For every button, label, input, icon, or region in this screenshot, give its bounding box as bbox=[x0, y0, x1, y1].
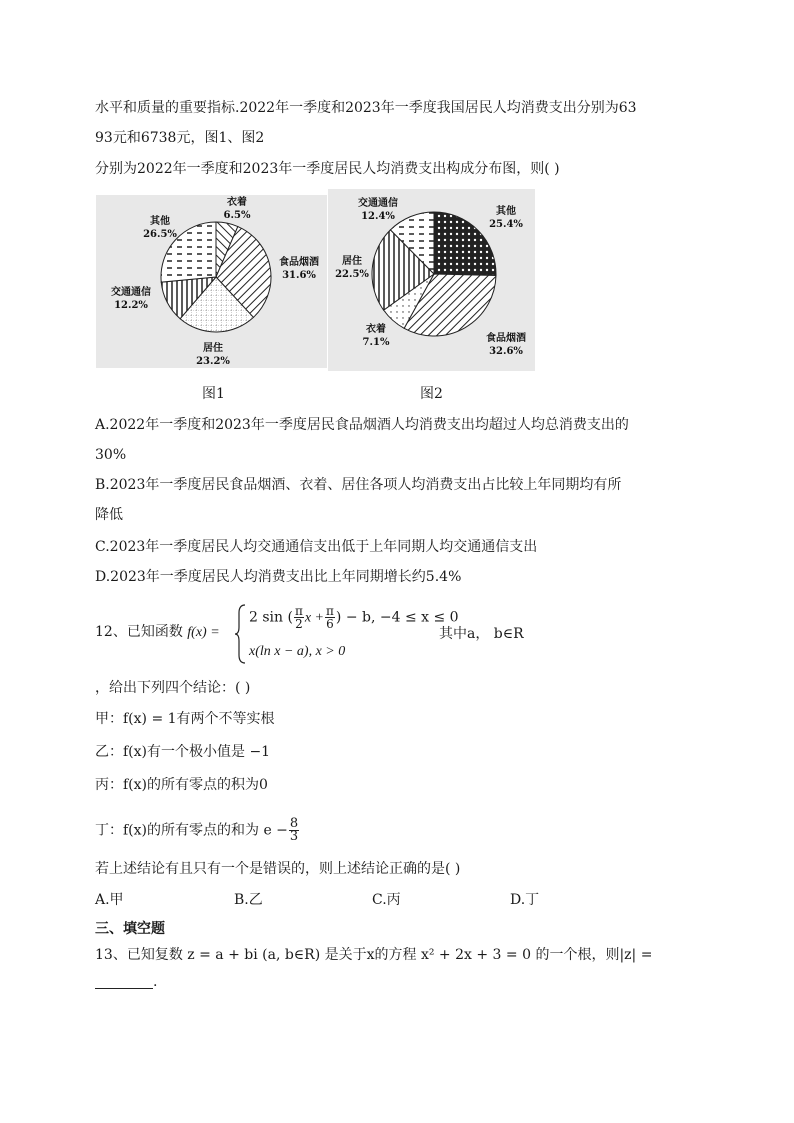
intro-line-3: 分别为2022年一季度和2023年一季度居民人均消费支出构成分布图，则( ) bbox=[95, 161, 560, 177]
pie-label-食品烟酒: 食品烟酒 bbox=[279, 257, 319, 268]
q11-option-c: C.2023年一季度居民人均交通通信支出低于上年同期人均交通通信支出 bbox=[95, 539, 538, 555]
frac-num: π bbox=[326, 604, 334, 618]
pie-value-居住: 22.5% bbox=[335, 269, 369, 280]
pie-value-其他: 26.5% bbox=[143, 229, 177, 240]
pie-value-食品烟酒: 31.6% bbox=[282, 270, 316, 281]
q12-question: 若上述结论有且只有一个是错误的，则上述结论正确的是( ) bbox=[95, 861, 461, 877]
q11-option-a-line1: A.2022年一季度和2023年一季度居民食品烟酒人均消费支出均超过人均总消费支出的 bbox=[95, 417, 629, 433]
q12-statement-jia: 甲：f(x) = 1有两个不等实根 bbox=[95, 711, 275, 727]
pie-value-衣着: 6.5% bbox=[223, 210, 251, 221]
q12-option-c: C.丙 bbox=[372, 892, 401, 908]
q13-period: . bbox=[153, 974, 158, 990]
piecewise-case-1 bbox=[249, 605, 459, 630]
q11-option-a-line2: 30% bbox=[95, 447, 127, 463]
pie-chart-1 bbox=[96, 195, 327, 368]
pie-value-交通通信: 12.2% bbox=[114, 300, 148, 311]
q11-option-b-line2: 降低 bbox=[95, 507, 123, 523]
ding-text: 丁：f(x)的所有零点的和为 e − bbox=[95, 822, 288, 839]
figure-1-panel bbox=[96, 195, 327, 368]
frac-num: 8 bbox=[289, 816, 299, 831]
case1-x: x + bbox=[304, 610, 325, 626]
pie-chart-2 bbox=[328, 189, 535, 371]
q12-fx: f(x) = bbox=[187, 625, 220, 640]
q12-stem bbox=[95, 623, 220, 642]
q12-statement-yi: 乙：f(x)有一个极小值是 −1 bbox=[95, 744, 271, 760]
intro-line-1: 水平和质量的重要指标.2022年一季度和2023年一季度我国居民人均消费支出分别为63 bbox=[95, 100, 637, 116]
q12-option-b: B.乙 bbox=[234, 892, 263, 908]
frac-8-3 bbox=[289, 818, 299, 843]
pie-1-slices bbox=[161, 222, 271, 332]
intro-line-2: 93元和6738元，图1、图2 bbox=[95, 130, 265, 146]
pie-label-衣着: 衣着 bbox=[227, 197, 247, 208]
pie-value-衣着: 7.1% bbox=[362, 337, 390, 348]
frac-den: 6 bbox=[326, 617, 334, 631]
frac-den: 3 bbox=[289, 829, 299, 844]
pie-value-其他: 25.4% bbox=[489, 219, 523, 230]
frac-num: π bbox=[294, 604, 303, 618]
figure-2-panel bbox=[328, 189, 535, 371]
figure-1-caption: 图1 bbox=[202, 386, 225, 402]
piecewise-case-2: x(ln x − a), x > 0 bbox=[249, 644, 346, 659]
pie-value-食品烟酒: 32.6% bbox=[489, 346, 523, 357]
pie-2-slices bbox=[372, 212, 496, 336]
pie-value-交通通信: 12.4% bbox=[361, 211, 395, 222]
q11-option-b-line1: B.2023年一季度居民食品烟酒、衣着、居住各项人均消费支出占比较上年同期均有所 bbox=[95, 477, 622, 493]
pie-slice-其他 bbox=[434, 212, 496, 276]
q12-statement-bing: 丙：f(x)的所有零点的积为0 bbox=[95, 777, 268, 793]
figure-2-caption: 图2 bbox=[420, 386, 443, 402]
pie-label-居住: 居住 bbox=[342, 256, 362, 267]
frac-pi-6 bbox=[325, 605, 335, 630]
q12-statement-ding bbox=[95, 818, 300, 843]
q12-where: 其中a， b∈R bbox=[439, 626, 524, 642]
pie-label-其他: 其他 bbox=[150, 216, 170, 227]
pie-label-其他: 其他 bbox=[496, 206, 516, 217]
q13-stem: 13、已知复数 z = a + bi (a, b∈R) 是关于x的方程 x² + 2x + 3 = 0 的一个根，则|z| = bbox=[95, 947, 653, 963]
pie-label-交通通信: 交通通信 bbox=[111, 287, 151, 298]
pie-label-居住: 居住 bbox=[203, 343, 223, 354]
case1-sin: 2 sin ( bbox=[249, 609, 293, 626]
q11-option-d: D.2023年一季度居民人均消费支出比上年同期增长约5.4% bbox=[95, 569, 462, 585]
q13-answer-blank bbox=[95, 988, 153, 989]
case1-rest: ) − b, −4 ≤ x ≤ 0 bbox=[335, 609, 459, 626]
pie-label-衣着: 衣着 bbox=[366, 324, 386, 335]
q12-number: 12、已知函数 bbox=[95, 624, 183, 640]
q12-option-d: D.丁 bbox=[510, 892, 540, 908]
pie-label-交通通信: 交通通信 bbox=[358, 198, 398, 209]
q12-prompt: ，给出下列四个结论：( ) bbox=[95, 680, 251, 696]
pie-value-居住: 23.2% bbox=[196, 356, 230, 367]
frac-den: 2 bbox=[295, 617, 303, 631]
q12-option-a: A.甲 bbox=[95, 892, 124, 908]
pie-label-食品烟酒: 食品烟酒 bbox=[486, 333, 526, 344]
piecewise-brace bbox=[235, 603, 247, 665]
section-3-heading: 三、填空题 bbox=[95, 921, 165, 937]
frac-pi-2 bbox=[294, 605, 304, 630]
